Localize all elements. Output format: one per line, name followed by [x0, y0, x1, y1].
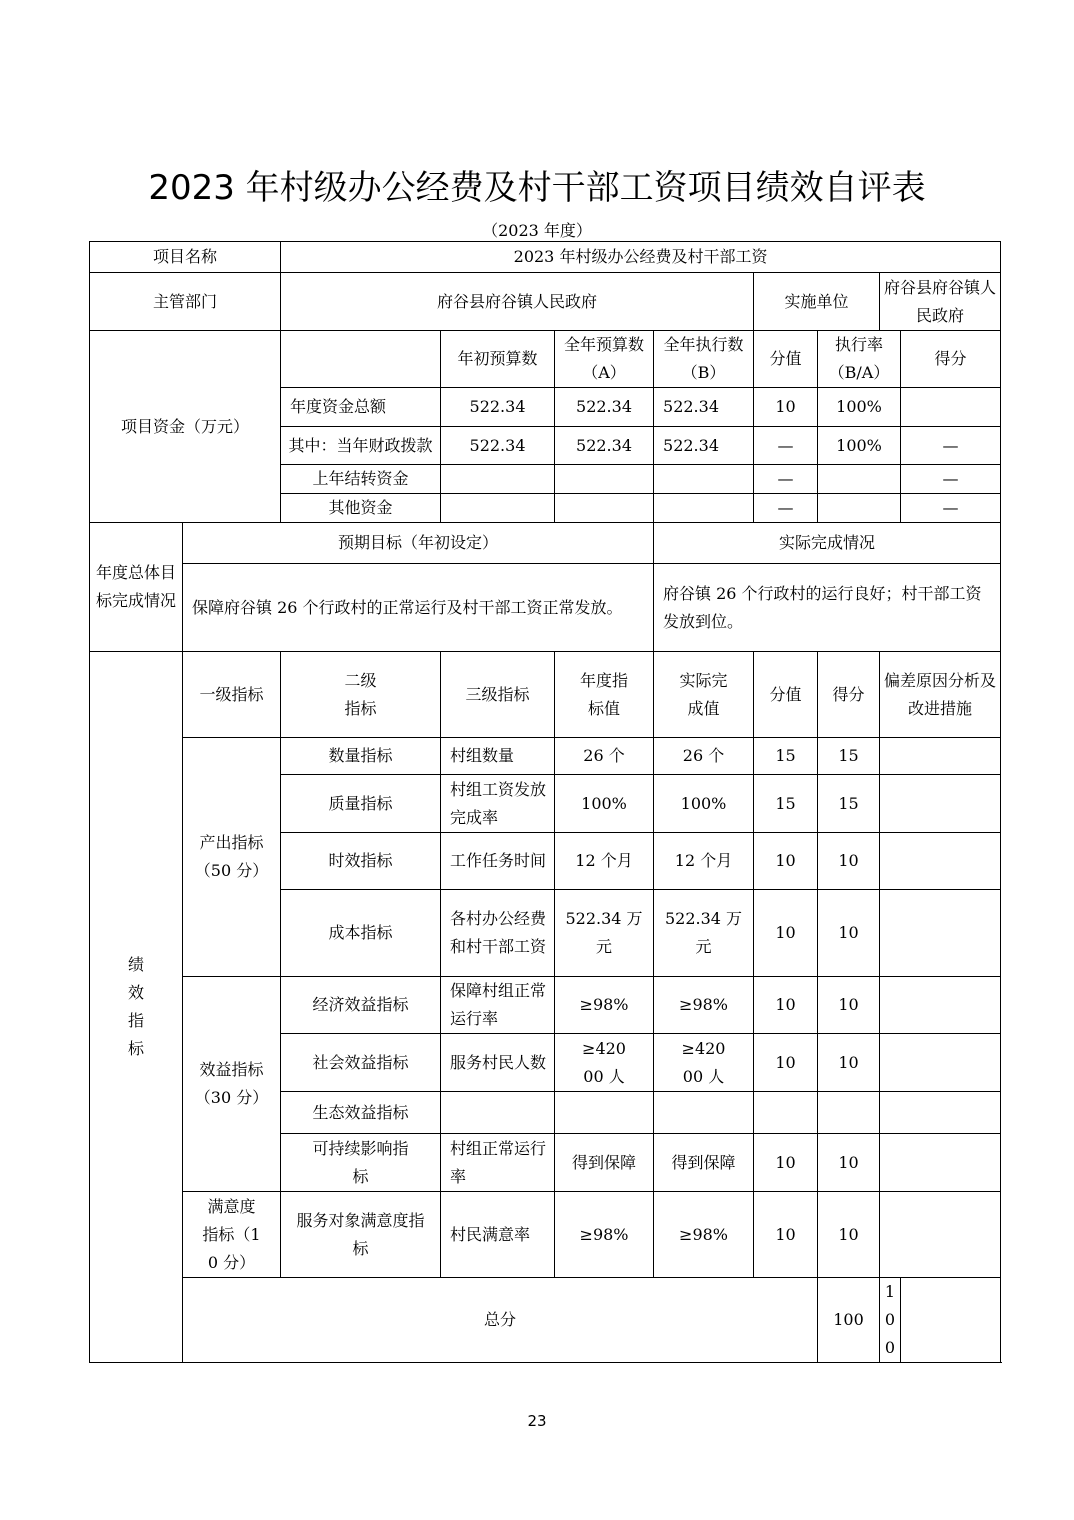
group-output: 产出指标（50 分）: [183, 738, 281, 977]
dept: 府谷县府谷镇人民政府: [281, 273, 754, 331]
table-header: 三级指标: [441, 652, 555, 738]
table-cell: [880, 775, 1001, 833]
table-cell: 522.34 万元: [555, 890, 654, 977]
table-cell: 工作任务时间: [441, 833, 555, 890]
table-cell: [880, 1092, 1001, 1134]
table-cell: 522.34: [654, 427, 754, 465]
table-cell: 10: [818, 977, 880, 1034]
project-name: 2023 年村级办公经费及村干部工资: [281, 242, 1001, 273]
table-header: 年度指标值: [555, 652, 654, 738]
table-cell: 10: [754, 833, 818, 890]
page-subtitle: （2023 年度）: [482, 221, 592, 240]
group-benefit: 效益指标（30 分）: [183, 977, 281, 1192]
table-header: 得分: [818, 652, 880, 738]
table-cell: 26 个: [654, 738, 754, 775]
table-cell: ≥42000 人: [654, 1034, 754, 1092]
table-cell: [880, 738, 1001, 775]
table-cell: [880, 890, 1001, 977]
impl-label: 实施单位: [754, 273, 880, 331]
expected-goal: 保障府谷镇 26 个行政村的正常运行及村干部工资正常发放。: [183, 564, 654, 652]
table-cell: 10: [818, 833, 880, 890]
table-header: 分值: [754, 652, 818, 738]
table-cell: 得到保障: [654, 1134, 754, 1192]
table-cell: [654, 1092, 754, 1134]
table-cell: 15: [818, 738, 880, 775]
table-cell: 服务对象满意度指标: [281, 1192, 441, 1278]
table-cell: [441, 494, 555, 523]
table-cell: ≥98%: [654, 1192, 754, 1278]
table-cell: 生态效益指标: [281, 1092, 441, 1134]
table-cell: [555, 494, 654, 523]
table-row: [90, 1278, 1001, 1363]
table-cell: ≥98%: [654, 977, 754, 1034]
table-cell: 522.34 万元: [654, 890, 754, 977]
table-header: 分值: [754, 331, 818, 388]
dept-label: 主管部门: [90, 273, 281, 331]
table-cell: 10: [818, 1034, 880, 1092]
table-cell: 村民满意率: [441, 1192, 555, 1278]
table-cell: 10: [754, 1192, 818, 1278]
goal-label: 年度总体目标完成情况: [90, 523, 183, 652]
table-header: 全年预算数（A）: [555, 331, 654, 388]
table-cell: 得到保障: [555, 1134, 654, 1192]
table-cell: 12 个月: [555, 833, 654, 890]
actual-goal-label: 实际完成情况: [654, 523, 1001, 564]
table-row: [90, 273, 1001, 331]
table-cell: [754, 1092, 818, 1134]
actual-goal: 府谷镇 26 个行政村的运行良好；村干部工资发放到位。: [654, 564, 1001, 652]
table-cell: [281, 331, 441, 388]
table-cell: 保障村组正常运行率: [441, 977, 555, 1034]
table-cell: [654, 494, 754, 523]
impl: 府谷县府谷镇人民政府: [880, 273, 1001, 331]
table-cell: [555, 1092, 654, 1134]
table-header: 得分: [901, 331, 1001, 388]
table-row: [90, 564, 1001, 652]
table-cell: ≥98%: [555, 977, 654, 1034]
table-row: [90, 1192, 1001, 1278]
table-cell: 社会效益指标: [281, 1034, 441, 1092]
table-cell: 10: [818, 890, 880, 977]
table-cell: 522.34: [654, 388, 754, 427]
table-cell: 522.34: [441, 427, 555, 465]
table-cell: —: [754, 494, 818, 523]
table-cell: 522.34: [555, 427, 654, 465]
table-cell: 村组正常运行率: [441, 1134, 555, 1192]
table-cell: 10: [754, 977, 818, 1034]
table-cell: [880, 1134, 1001, 1192]
table-cell: 100%: [555, 775, 654, 833]
table-cell: ≥98%: [555, 1192, 654, 1278]
table-cell: [901, 388, 1001, 427]
table-row: [90, 242, 1001, 273]
table-cell: 522.34: [555, 388, 654, 427]
expected-goal-label: 预期目标（年初设定）: [183, 523, 654, 564]
table-cell: 各村办公经费和村干部工资: [441, 890, 555, 977]
table-cell: 时效指标: [281, 833, 441, 890]
table-cell: [818, 494, 901, 523]
table-row: [90, 331, 1001, 388]
table-cell: [441, 465, 555, 494]
table-cell: 村组工资发放完成率: [441, 775, 555, 833]
table-cell: [818, 465, 901, 494]
page-title: 2023 年村级办公经费及村干部工资项目绩效自评表: [148, 168, 926, 208]
table-cell: ≥42000 人: [555, 1034, 654, 1092]
table-cell: 成本指标: [281, 890, 441, 977]
page-number: 23: [527, 1412, 547, 1430]
table-cell: [818, 1092, 880, 1134]
table-header: 偏差原因分析及改进措施: [880, 652, 1001, 738]
total-label: 总分: [183, 1278, 818, 1363]
evaluation-table: [89, 241, 1001, 1363]
table-cell: —: [901, 494, 1001, 523]
table-cell: 年度资金总额: [281, 388, 441, 427]
funds-label: 项目资金（万元）: [90, 331, 281, 523]
table-cell: 其他资金: [281, 494, 441, 523]
table-cell: 10: [754, 1134, 818, 1192]
table-cell: 100%: [654, 775, 754, 833]
table-cell: 10: [754, 388, 818, 427]
table-cell: —: [754, 427, 818, 465]
table-cell: [880, 1192, 1001, 1278]
project-name-label: 项目名称: [90, 242, 281, 273]
table-header: 执行率（B/A）: [818, 331, 901, 388]
table-cell: 15: [754, 738, 818, 775]
table-cell: [880, 1034, 1001, 1092]
table-cell: [880, 833, 1001, 890]
table-header: 全年执行数（B）: [654, 331, 754, 388]
table-header: 二级指标: [281, 652, 441, 738]
table-cell: 100%: [818, 427, 901, 465]
perf-label: 绩效指标: [90, 652, 183, 1363]
table-cell: 10: [818, 1134, 880, 1192]
table-cell: 26 个: [555, 738, 654, 775]
table-row: [90, 523, 1001, 564]
total-score: 100: [818, 1278, 880, 1363]
group-satisfaction: 满意度指标（10 分）: [183, 1192, 281, 1278]
table-row: [90, 652, 1001, 738]
table-cell: 服务村民人数: [441, 1034, 555, 1092]
table-header: 实际完成值: [654, 652, 754, 738]
table-cell: [654, 465, 754, 494]
table-cell: 100%: [818, 388, 901, 427]
total-got: 100: [880, 1278, 901, 1363]
table-row: [90, 738, 1001, 775]
table-cell: 15: [754, 775, 818, 833]
table-cell: 10: [754, 1034, 818, 1092]
table-cell: 经济效益指标: [281, 977, 441, 1034]
total-note: [901, 1278, 1001, 1363]
table-cell: 质量指标: [281, 775, 441, 833]
table-row: [90, 977, 1001, 1034]
table-header: 年初预算数: [441, 331, 555, 388]
table-cell: 10: [818, 1192, 880, 1278]
table-cell: 其中：当年财政拨款: [281, 427, 441, 465]
table-cell: —: [901, 427, 1001, 465]
table-cell: 村组数量: [441, 738, 555, 775]
table-cell: 10: [754, 890, 818, 977]
table-cell: [555, 465, 654, 494]
table-cell: 15: [818, 775, 880, 833]
table-cell: 可持续影响指标: [281, 1134, 441, 1192]
table-cell: 12 个月: [654, 833, 754, 890]
table-cell: —: [901, 465, 1001, 494]
table-cell: [441, 1092, 555, 1134]
table-cell: [880, 977, 1001, 1034]
table-header: 一级指标: [183, 652, 281, 738]
table-cell: 数量指标: [281, 738, 441, 775]
table-cell: 522.34: [441, 388, 555, 427]
table-cell: 上年结转资金: [281, 465, 441, 494]
table-cell: —: [754, 465, 818, 494]
